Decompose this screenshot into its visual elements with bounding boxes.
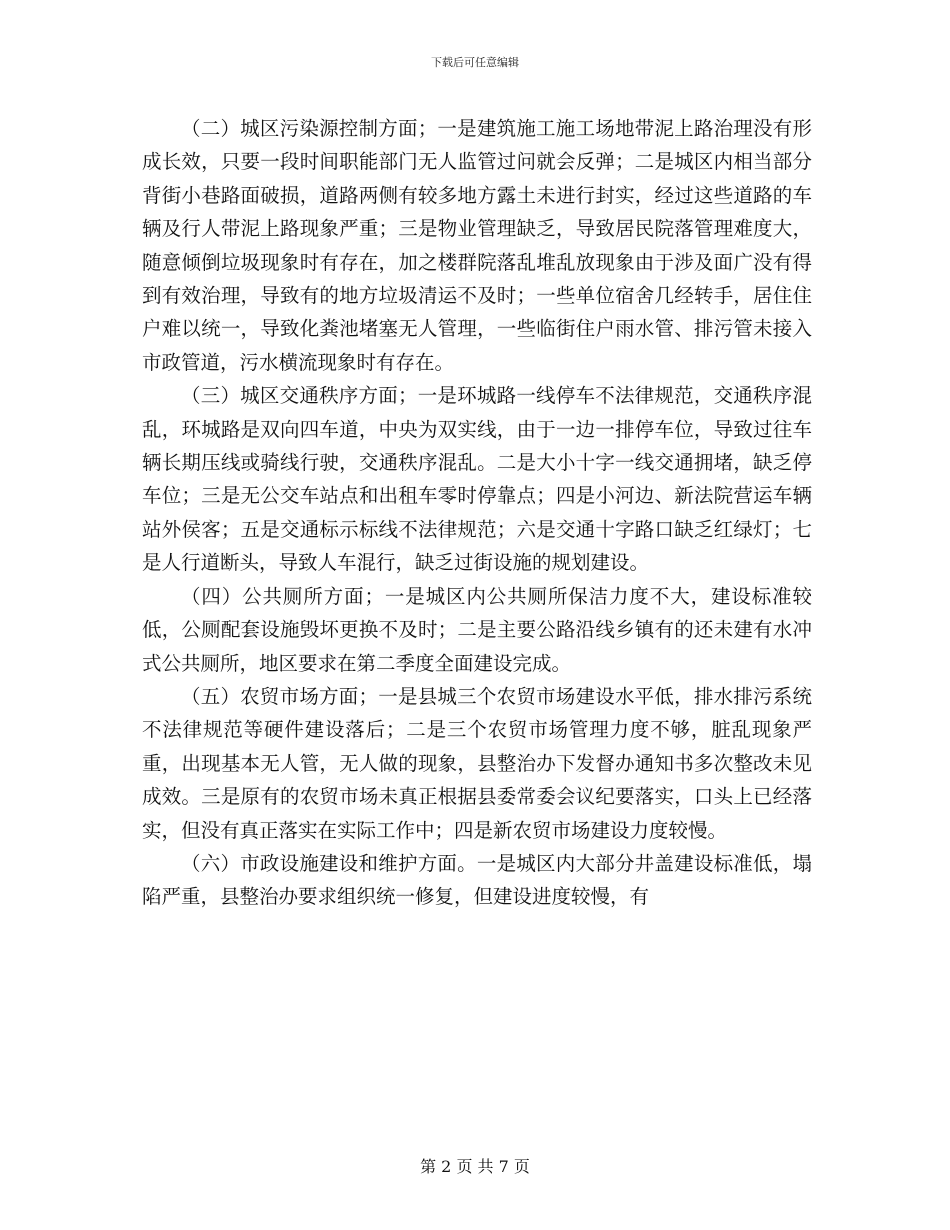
paragraph-4: （四）公共厕所方面；一是城区内公共厕所保洁力度不大，建设标准较低，公厕配套设施毁坏更换不及时；二是主要公路沿线乡镇有的还未建有水冲式公共厕所，地区要求在第二季度全面建设完成。 — [142, 584, 812, 675]
paragraph-6: （六）市政设施建设和维护方面。一是城区内大部分井盖建设标准低，塌陷严重，县整治办要求组织统一修复，但建设进度较慢，有 — [142, 851, 812, 909]
paragraph-2: （二）城区污染源控制方面；一是建筑施工施工场地带泥上路治理没有形成长效，只要一段时间职能部门无人监管过问就会反弹；二是城区内相当部分背街小巷路面破损，道路两侧有较多地方露土未进行封实，经过这些道路的车辆及行人带泥上路现象严重；三是物业管理缺乏，导致居民院落管理难度大，随意倾倒垃圾现象时有存在，加之楼群院落乱堆乱放现象由于涉及面广没有得到有效治理，导致有的地方垃圾清运不及时；一些单位宿舍几经转手，居住住户难以统一，导致化粪池堵塞无人管理，一些临街住户雨水管、排污管未接入市政管道，污水横流现象时有存在。 — [142, 117, 812, 374]
paragraph-5: （五）农贸市场方面；一是县城三个农贸市场建设水平低，排水排污系统不法律规范等硬件建设落后；二是三个农贸市场管理力度不够，脏乱现象严重，出现基本无人管，无人做的现象，县整治办下发督办通知书多次整改未见成效。三是原有的农贸市场未真正根据县委常委会议纪要落实，口头上已经落实，但没有真正落实在实际工作中；四是新农贸市场建设力度较慢。 — [142, 684, 812, 842]
page-footer: 第 2 页 共 7 页 — [420, 1157, 530, 1176]
document-body — [142, 112, 812, 914]
paragraph-3: （三）城区交通秩序方面；一是环城路一线停车不法律规范，交通秩序混乱，环城路是双向四车道，中央为双实线，由于一边一排停车位，导致过往车辆长期压线或骑线行驶，交通秩序混乱。二是大小十字一线交通拥堵，缺乏停车位；三是无公交车站点和出租车零时停靠点；四是小河边、新法院营运车辆站外侯客；五是交通标示标线不法律规范；六是交通十字路口缺乏红绿灯；七是人行道断头，导致人车混行，缺乏过街设施的规划建设。 — [142, 384, 812, 575]
page-header: 下载后可任意编辑 — [431, 56, 519, 69]
